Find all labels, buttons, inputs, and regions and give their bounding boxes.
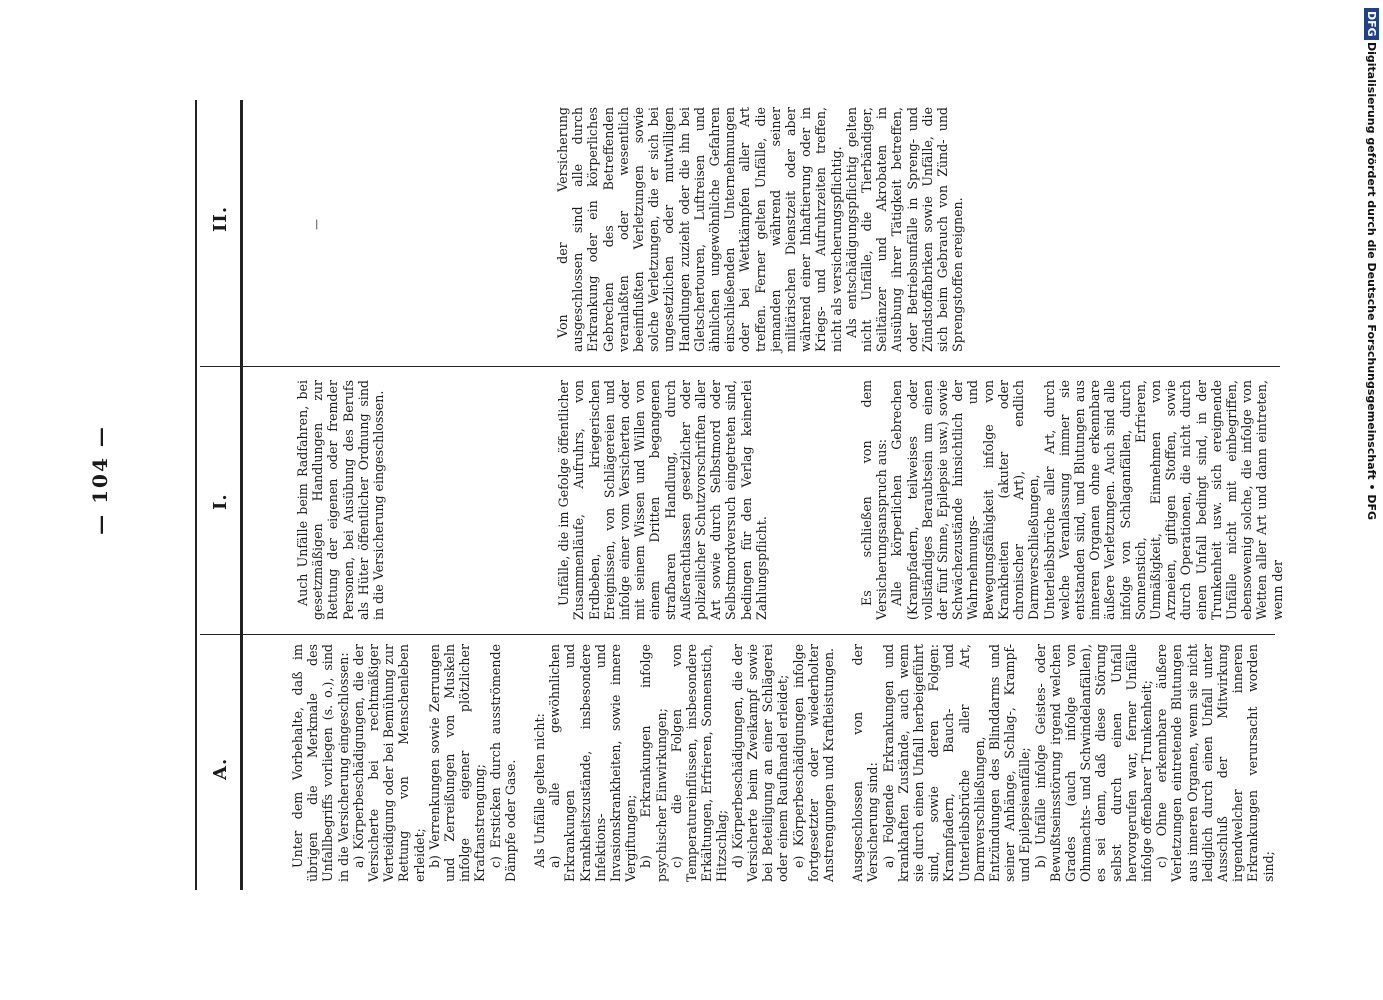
- paragraph: Von der Versicherung ausgeschlossen sind alle durch Erkrankung oder ein körperliches Gebrechen des Betreffenden veranlaßten oder wesentlich beeinflußten Verletzungen sowie solche Verletzungen, die er sich bei ungesetzlichen oder mutwilligen Handlungen zuzieht oder die ihn bei Gletschertouren, Luftreisen und ähnlichen ungewöhnliche Gefahren einschließenden Unternehmungen oder bei Wettkämpfen aller Art treffen. Ferner gelten Unfälle, die jemanden während seiner militärischen Dienstzeit oder aber während einer Inhaftierung oder in Kriegs- und Aufruhrzeiten treffen, nicht als versicherungspflichtig.: [555, 107, 844, 352]
- column-header-i: I.: [210, 493, 231, 510]
- column-header-ii: II.: [210, 205, 231, 232]
- paragraph: e) Körperbeschädigungen infolge fortgesetzter oder wiederholter Anstrengungen und Kraftleistungen.: [790, 644, 836, 882]
- dfg-logo: DFG: [1364, 8, 1379, 40]
- paragraph: Unfälle, die im Gefolge öffentlicher Zusammenläufe, Aufruhrs, von Erdbeben, kriegerischen Ereignissen, von Schlägereien und infolge einer vom Versicherten oder mit seinem Wissen und Willen von einem Dritten begangenen strafbaren Handlung, durch Außerachtlassen gesetzlicher oder polizeilicher Schutzvorschriften aller Art sowie durch Selbstmord oder Selbstmordversuch eingetreten sind, bedingen für den Verlag keinerlei Zahlungspflicht.: [556, 380, 769, 620]
- page-number: — 104 —: [88, 425, 112, 535]
- pencil-mark: —: [310, 219, 323, 230]
- header-rule-bottom: [240, 100, 243, 890]
- paragraph: Unter dem Vorbehalte, daß im übrigen die Merkmale des Unfallbegriffs vorliegen (s. o.), sind in die Versicherung eingeschlossen:: [290, 644, 351, 882]
- header-rule-top: [195, 100, 197, 890]
- paragraph: b) Erkrankungen infolge psychischer Einwirkungen;: [638, 644, 669, 882]
- column-a-text: [290, 644, 1276, 882]
- paragraph: Es schließen von dem Versicherungsanspruch aus:: [859, 380, 890, 620]
- paragraph: c) die Folgen von Temperatureinflüssen, insbesondere Erkältungen, Erfrieren, Sonnenstich, Hitzschlag;: [668, 644, 730, 882]
- paragraph: a) Folgende Erkrankungen und krankhaften Zustände, auch wenn sie durch einen Unfall herbeigeführt sind, sowie deren Folgen: Krampfadern, Bauch- und Unterleibsbrüche aller Art, Darmverschließungen, Entzündungen des Blinddarms und seiner Anhänge, Schlag-, Krampf- und Epilepsieanfälle;: [880, 644, 1033, 882]
- column-divider-1: [200, 634, 1275, 635]
- paragraph: b) Unfälle infolge Geistes- oder Bewußtseinsstörung irgend welchen Grades (auch infolge von Ohnmachts- und Schwindelanfällen), es sei denn, daß diese Störung selbst durch einen Unfall hervorgerufen war, ferner Unfälle infolge offenbarer Trunkenheit;: [1032, 644, 1154, 882]
- paragraph: d) Körperbeschädigungen, die der Versicherte beim Zweikampf sowie bei Beteiligung an einer Schlägerei oder einem Raufhandel erleidet;: [729, 644, 791, 882]
- column-divider-2: [200, 366, 1280, 367]
- paragraph: Auch Unfälle beim Radfahren, bei gesetzmäßigen Handlungen zur Rettung der eigenen oder fremder Personen, bei Ausübung des Berufs als Hüter öffentlicher Ordnung sind in die Versicherung eingeschlossen.: [295, 380, 387, 620]
- paragraph: c) Ersticken durch ausströmende Dämpfe oder Gase.: [487, 644, 518, 882]
- paragraph: b) Verrenkungen sowie Zerrungen und Zerreißungen von Muskeln infolge eigener plötzlicher Kraftanstrengung;: [426, 644, 488, 882]
- digitization-credit: [1360, 0, 1383, 1000]
- paragraph: c) Ohne erkennbare äußere Verletzungen eintretende Blutungen aus inneren Organen, wenn sie nicht lediglich durch einen Unfall unter Ausschluß der Mitwirkung irgendwelcher inneren Erkrankungen verursacht worden sind;: [1154, 644, 1276, 882]
- credit-text: Digitalisierung gefördert durch die Deutsche Forschungsgemeinschaft • DFG: [1365, 42, 1378, 521]
- paragraph: Als Unfälle gelten nicht:: [532, 713, 548, 868]
- paragraph: a) Körperbeschädigungen, die der Versicherte bei rechtmäßiger Verteidigung oder bei Bemühung zur Rettung von Menschenleben erleidet;: [350, 644, 427, 882]
- paragraph: Ausgeschlossen von der Versicherung sind:: [850, 644, 881, 882]
- paragraph: Als entschädigungspflichtig gelten nicht Unfälle, die Tierbändiger, Seiltänzer und Akrobaten in Ausübung ihrer Tätigkeit betreffen, oder Betriebsunfälle in Spreng- und Zündstoffabriken sowie Unfälle, die sich beim Gebrauch von Zünd- und Sprengstoffen ereignen.: [843, 107, 966, 352]
- paragraph: a) alle gewöhnlichen Erkrankungen und Krankheitszustände, insbesondere Infektions- und Invasionskrankheiten, sowie innere Vergiftungen;: [547, 644, 639, 882]
- column-i-text: [295, 380, 1285, 620]
- paragraph: Alle körperlichen Gebrechen (Krampfadern, teilweises oder vollständiges Beraubtsein um einen der fünf Sinne, Epilepsie usw.) sowie Schwächezustände hinsichtlich der Wahrnehmungs- und Bewegungsfähigkeit infolge von Krankheiten (akuter oder chronischer Art), endlich Darmverschließungen, Unterleibsbrüche aller Art, durch welche Veranlassung immer sie entstanden sind, und Blutungen aus inneren Organen ohne erkennbare äußere Verletzungen. Auch sind alle infolge von Schlaganfällen, durch Sonnenstich, Erfrieren, Unmäßigkeit, Einnehmen von Arzneien, giftigen Stoffen, sowie durch Operationen, die nicht durch einen Unfall bedingt sind, in der Trunkenheit usw. sich ereignende Unfälle nicht mit einbegriffen, ebensowenig solche, die infolge von Wetten aller Art und dann eintreten, wenn der: [889, 380, 1285, 620]
- column-ii-text: [555, 107, 965, 352]
- column-header-a: A.: [210, 757, 231, 780]
